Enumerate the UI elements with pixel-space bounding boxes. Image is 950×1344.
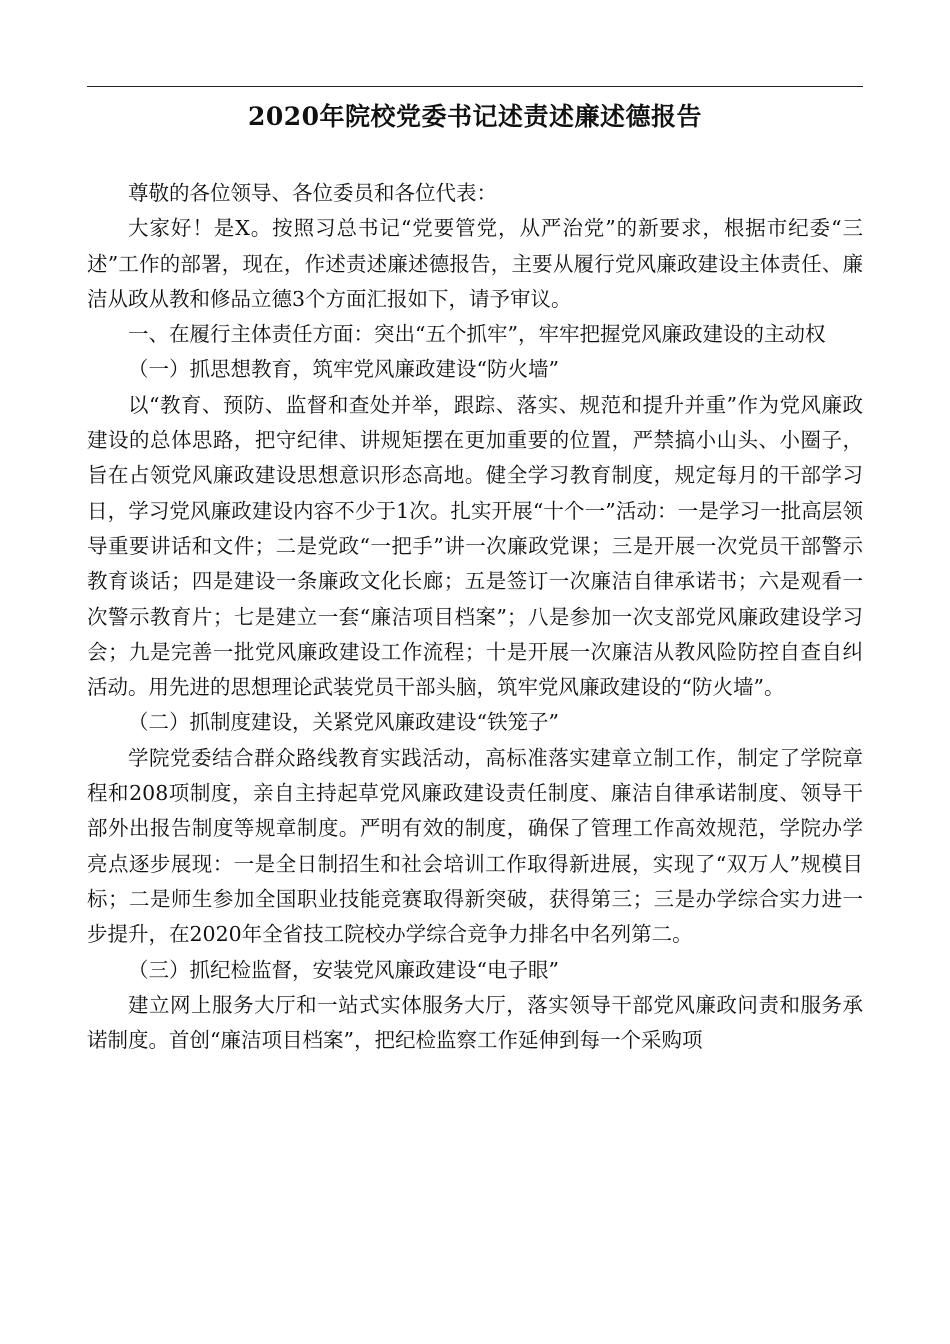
paragraph-greeting: 大家好！是X。按照习总书记“党要管党，从严治党”的新要求，根据市纪委“三述”工作的部署，现在，作述责述廉述德报告，主要从履行党风廉政建设主体责任、廉洁从政从教和修品立德3个方面汇报如下，请予审议。 (87, 216, 863, 311)
document-body (87, 176, 863, 1058)
paragraph-system-building: 学院党委结合群众路线教育实践活动，高标准落实建章立制工作，制定了学院章程和208项制度，亲自主持起草党风廉政建设责任制度、廉洁自律承诺制度、领导干部外出报告制度等规章制度。严明有效的制度，确保了管理工作高效规范，学院办学亮点逐步展现：一是全日制招生和社会培训工作取得新进展，实现了“双万人”规模目标；二是师生参加全国职业技能竞赛取得新突破，获得第三；三是办学综合实力进一步提升，在2020年全省技工院校办学综合竞争力排名中名列第二。 (87, 745, 863, 947)
subsection-heading-1: （一）抓思想教育，筑牢党风廉政建设“防火墙” (128, 357, 559, 382)
section-heading-1: 一、在履行主体责任方面：突出“五个抓牢”，牢牢把握党风廉政建设的主动权 (128, 322, 826, 347)
salutation: 尊敬的各位领导、各位委员和各位代表： (128, 181, 497, 205)
subsection-heading-2: （二）抓制度建设，关紧党风廉政建设“铁笼子” (128, 710, 559, 735)
subsection-heading-3: （三）抓纪检监督，安装党风廉政建设“电子眼” (128, 957, 559, 982)
paragraph-discipline-supervision: 建立网上服务大厅和一站式实体服务大厅，落实领导干部党风廉政问责和服务承诺制度。首创“廉洁项目档案”，把纪检监察工作延伸到每一个采购项 (87, 992, 863, 1053)
paragraph-ideology-education: 以“教育、预防、监督和查处并举，跟踪、落实、规范和提升并重”作为党风廉政建设的总体思路，把守纪律、讲规矩摆在更加重要的位置，严禁搞小山头、小圈子，旨在占领党风廉政建设思想意识形态高地。健全学习教育制度，规定每月的干部学习日，学习党风廉政建设内容不少于1次。扎实开展“十个一”活动：一是学习一批高层领导重要讲话和文件；二是党政“一把手”讲一次廉政党课；三是开展一次党员干部警示教育谈话；四是建设一条廉政文化长廊；五是签订一次廉洁自律承诺书；六是观看一次警示教育片；七是建立一套“廉洁项目档案”；八是参加一次支部党风廉政建设学习会；九是完善一批党风廉政建设工作流程；十是开展一次廉洁从教风险防控自查自纠活动。用先进的思想理论武装党员干部头脑，筑牢党风廉政建设的“防火墙”。 (87, 392, 863, 700)
header-rule (87, 86, 863, 87)
document-title: 2020年院校党委书记述责述廉述德报告 (247, 102, 703, 131)
